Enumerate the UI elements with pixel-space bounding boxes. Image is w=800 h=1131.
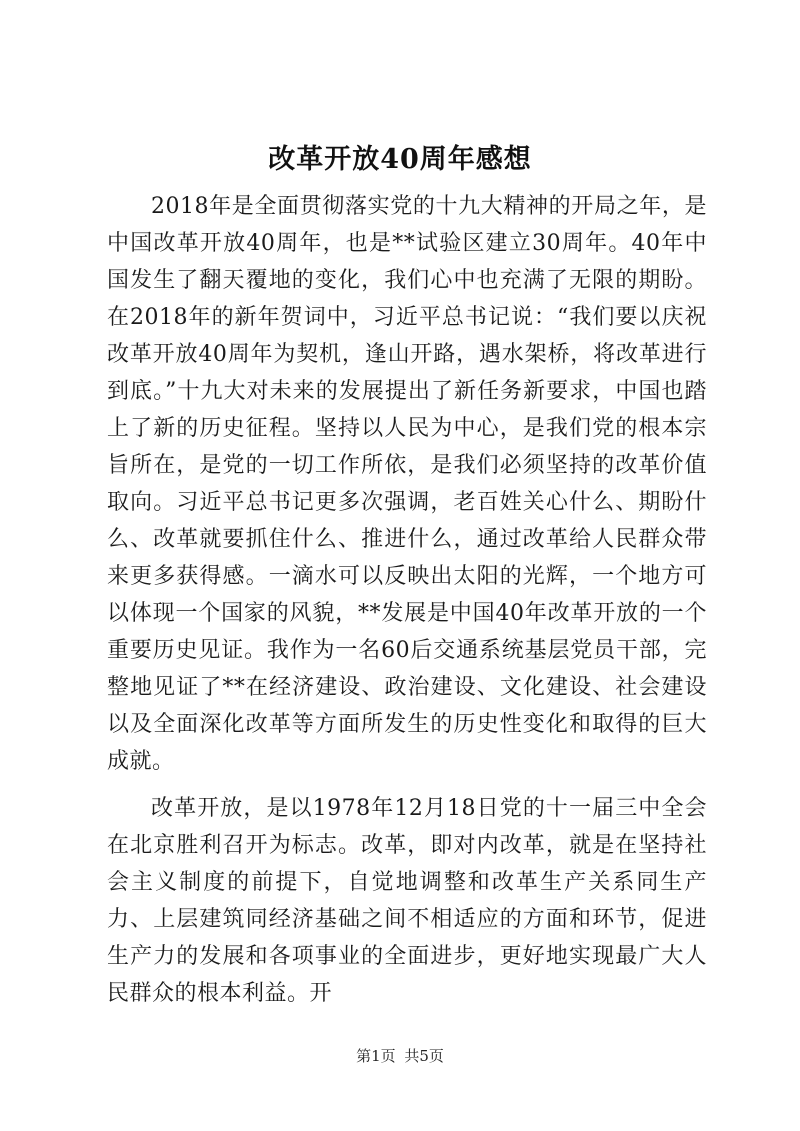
paragraph-2: 改革开放，是以1978年12月18日党的十一届三中全会在北京胜利召开为标志。改革，即对内改革，就是在坚持社会主义制度的前提下，自觉地调整和改革生产关系同生产力、上层建筑同经济基础之间不相适应的方面和环节，促进生产力的发展和各项事业的全面进步，更好地实现最广大人民群众的根本利益。开	[107, 796, 707, 1006]
page-footer: 第1页 共5页	[356, 1047, 444, 1065]
document-body	[107, 188, 707, 1012]
paragraph-1: 2018年是全面贯彻落实党的十九大精神的开局之年，是中国改革开放40周年，也是**试验区建立30周年。40年中国发生了翻天覆地的变化，我们心中也充满了无限的期盼。在2018年的新年贺词中，习近平总书记说：“我们要以庆祝改革开放40周年为契机，逢山开路，遇水架桥，将改革进行到底。”十九大对未来的发展提出了新任务新要求，中国也踏上了新的历史征程。坚持以人民为中心，是我们党的根本宗旨所在，是党的一切工作所依，是我们必须坚持的改革价值取向。习近平总书记更多次强调，老百姓关心什么、期盼什么、改革就要抓住什么、推进什么，通过改革给人民群众带来更多获得感。一滴水可以反映出太阳的光辉，一个地方可以体现一个国家的风貌，**发展是中国40年改革开放的一个重要历史见证。我作为一名60后交通系统基层党员干部，完整地见证了**在经济建设、政治建设、文化建设、社会建设以及全面深化改革等方面所发生的历史性变化和取得的巨大成就。	[107, 194, 707, 774]
document-title: 改革开放40周年感想	[268, 144, 532, 175]
